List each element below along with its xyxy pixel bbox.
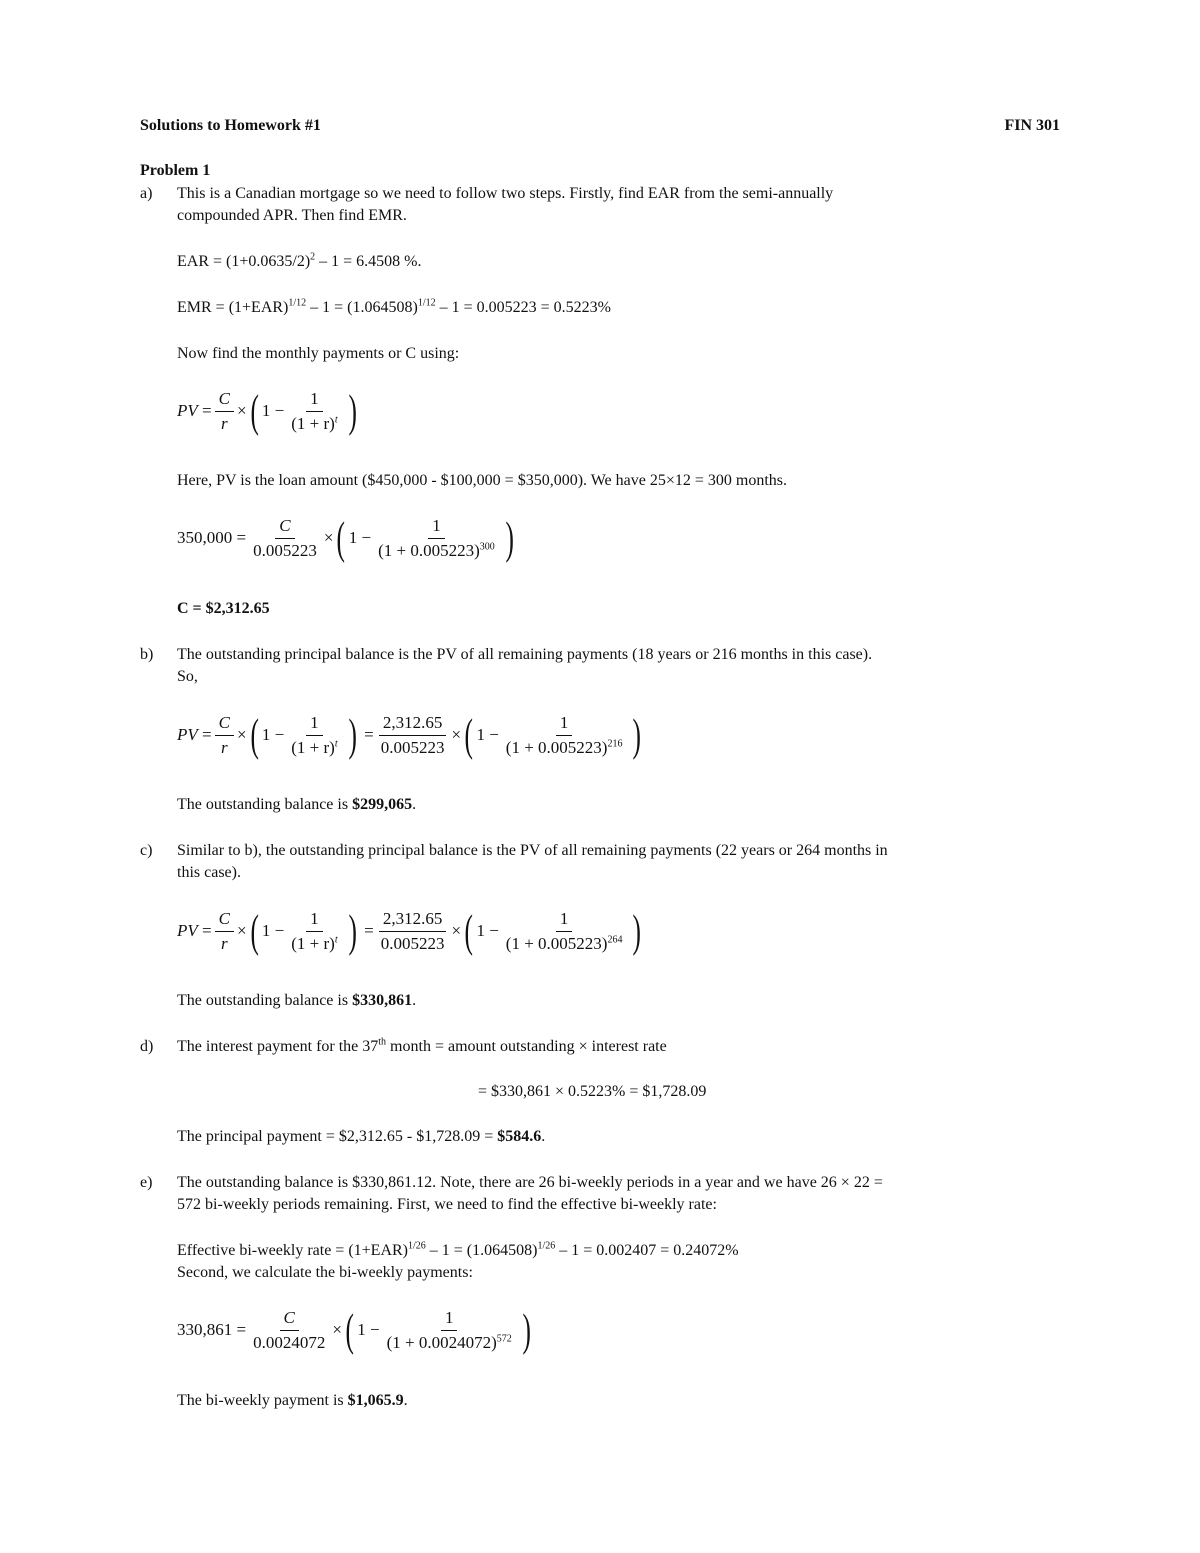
part-b-text-line1: The outstanding principal balance is the PV of all remaining payments (18 years or 216 months in this case). bbox=[177, 646, 873, 663]
biweekly-payment-equation: 330,861 = $\frac{C}{0.0024072}$ × ( 1 − $\frac{1}{(1 + 0.0024072)^{572}}$ ) bbox=[177, 1304, 531, 1355]
part-e-text-line1: The outstanding balance is $330,861.12. Note, there are 26 bi-weekly periods in a year and we have 26 × 22 = bbox=[177, 1174, 883, 1191]
part-c-label: c) bbox=[140, 842, 153, 859]
loan-payment-equation: 350,000 = $\frac{C}{0.005223}$ × ( 1 − $\frac{1}{(1 + 0.005223)^{300}}$ ) bbox=[177, 512, 514, 563]
course-code: FIN 301 bbox=[1004, 117, 1060, 134]
biweekly-rate-equation: Effective bi-weekly rate = $(1+EAR)^{1/26} - 1 = (1.064508)^{1/26} - 1 = 0.002407 = 0.24072\%$ bbox=[177, 1240, 739, 1259]
part-c-result: The outstanding balance is $330,861. bbox=[177, 992, 417, 1009]
discount-fraction: $\frac{1}{(1 + r)^t}$ bbox=[291, 388, 338, 433]
c-over-r-fraction: $\frac{C}{r}$ bbox=[215, 389, 234, 434]
problem-heading: Problem 1 bbox=[140, 162, 211, 179]
part-c-pv-equation: PV = $\frac{C}{r}$ × ( 1 − $\frac{1}{(1 + r)^t}$ ) = $\frac{2,312.65}{0.005223}$ × ( 1 − $\frac{1}{(1 + 0.005223)^{264}}$ ) bbox=[177, 905, 642, 956]
part-a-label: a) bbox=[140, 185, 153, 202]
monthly-payment-result: C = $2,312.65 bbox=[177, 600, 270, 617]
part-b-result: The outstanding balance is $299,065. bbox=[177, 796, 417, 813]
part-a-text-line2: compounded APR. Then find EMR. bbox=[177, 207, 407, 224]
emr-equation: EMR = $(1+EAR)^{1/12} - 1 = (1.064508)^{1/12} - 1 = 0.005223 = 0.5223\%$ bbox=[177, 297, 611, 316]
part-a-text-line1: This is a Canadian mortgage so we need to follow two steps. Firstly, find EAR from the semi-annually bbox=[177, 185, 834, 202]
interest-calculation: = $330,861 × 0.5223% = $1,728.09 bbox=[478, 1083, 707, 1100]
part-b-label: b) bbox=[140, 646, 154, 663]
pv-annuity-formula: PV = $\frac{C}{r}$ × ( 1 − $\frac{1}{(1 + r)^t}$ ) bbox=[177, 385, 357, 436]
part-d-label: d) bbox=[140, 1038, 154, 1055]
part-c-text-line1: Similar to b), the outstanding principal balance is the PV of all remaining payments (22 years or 264 months in bbox=[177, 842, 888, 859]
part-e-label: e) bbox=[140, 1174, 153, 1191]
part-e-second-step: Second, we calculate the bi-weekly payments: bbox=[177, 1264, 473, 1281]
principal-payment: The principal payment = $2,312.65 - $1,728.09 = $584.6. bbox=[177, 1128, 546, 1145]
loan-amount-text: Here, PV is the loan amount ($450,000 - $100,000 = $350,000). We have 25×12 = 300 months. bbox=[177, 472, 788, 489]
part-e-result: The bi-weekly payment is $1,065.9. bbox=[177, 1392, 408, 1409]
part-e-text-line2: 572 bi-weekly periods remaining. First, we need to find the effective bi-weekly rate: bbox=[177, 1196, 717, 1213]
part-d-text-line1: The interest payment for the 37th month = amount outstanding × interest rate bbox=[177, 1036, 667, 1055]
part-b-text-line2: So, bbox=[177, 668, 198, 685]
document-title: Solutions to Homework #1 bbox=[140, 117, 321, 134]
part-b-pv-equation: PV = $\frac{C}{r}$ × ( 1 − $\frac{1}{(1 + r)^t}$ ) = $\frac{2,312.65}{0.005223}$ × ( 1 − $\frac{1}{(1 + 0.005223)^{216}}$ ) bbox=[177, 709, 642, 760]
part-c-text-line2: this case). bbox=[177, 864, 241, 881]
part-a-instruction: Now find the monthly payments or C using: bbox=[177, 345, 460, 362]
ear-equation: EAR = $(1+0.0635/2)^2 - 1 = 6.4508$ %. bbox=[177, 251, 422, 270]
